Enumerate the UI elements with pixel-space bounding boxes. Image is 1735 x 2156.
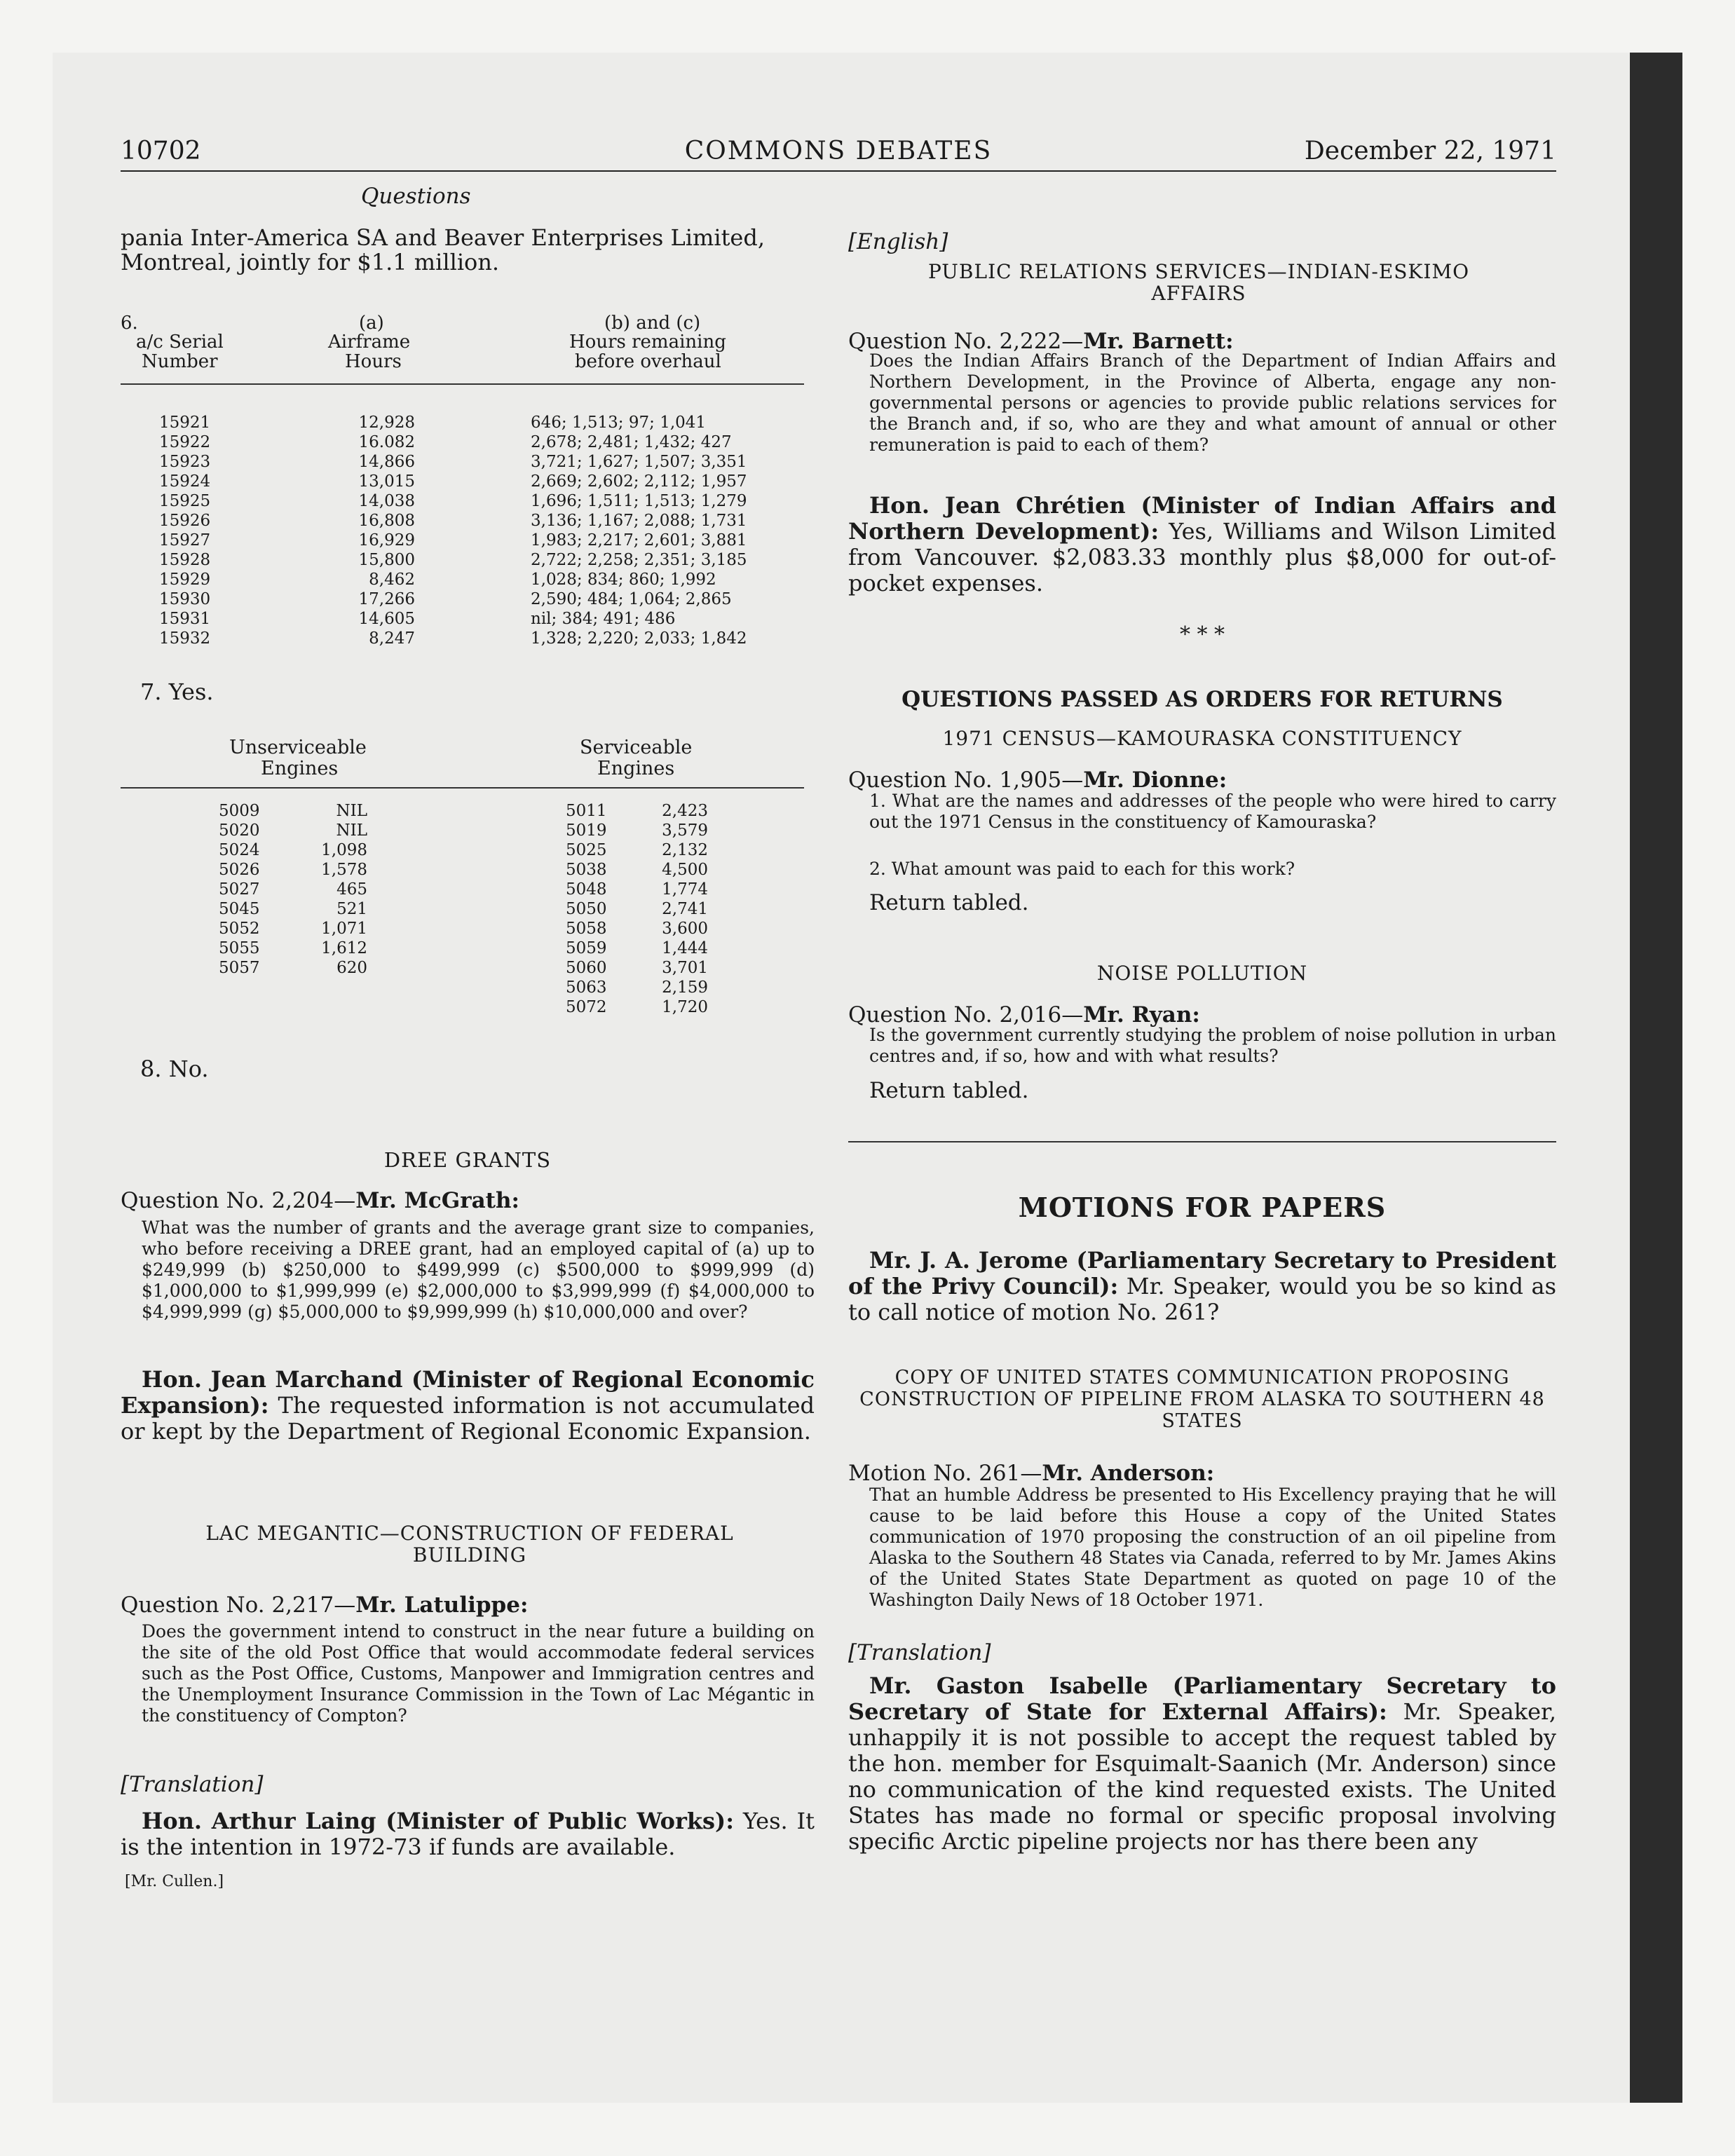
serv-value-cell: 2,159 bbox=[662, 978, 708, 997]
q6-airframe-cell: 16,929 bbox=[358, 531, 415, 550]
motion-translation-note: [Translation] bbox=[848, 1640, 991, 1665]
footer-note: [Mr. Cullen.] bbox=[125, 1873, 224, 1890]
isabelle-speaker: Mr. Gaston Isabelle (Parliamentary Secretary to Secretary of State for External Affairs): bbox=[848, 1672, 1556, 1725]
q6-remaining-cell: 2,669; 2,602; 2,112; 1,957 bbox=[531, 472, 747, 491]
q6-remaining-cell: 2,590; 484; 1,064; 2,865 bbox=[531, 590, 732, 608]
unserv-number-cell: 5026 bbox=[219, 861, 260, 879]
unserv-h1: Unserviceable bbox=[229, 737, 367, 758]
dree-answer-text: The requested information is not accumulated or kept by the Department of Regional Economic Expansion. bbox=[121, 1392, 815, 1445]
q6-remaining-cell: 1,328; 2,220; 2,033; 1,842 bbox=[531, 629, 747, 648]
engines-header-rule bbox=[121, 787, 804, 789]
q6-remaining-cell: 2,678; 2,481; 1,432; 427 bbox=[531, 433, 732, 451]
serv-value-cell: 3,701 bbox=[662, 959, 708, 977]
dree-question-member: Mr. McGrath: bbox=[355, 1188, 519, 1213]
q6-airframe-cell: 13,015 bbox=[358, 472, 415, 491]
lac-question-line bbox=[121, 1592, 528, 1618]
census-heading: 1971 CENSUS—KAMOURASKA CONSTITUENCY bbox=[942, 727, 1462, 750]
q6-remaining-column bbox=[531, 413, 747, 648]
noise-question-line bbox=[848, 1002, 1200, 1028]
pr-answer-speaker: Hon. Jean Chrétien (Minister of Indian Affairs and Northern Development): bbox=[848, 492, 1556, 545]
census-question-line bbox=[848, 767, 1227, 793]
q6-airframe-cell: 15,800 bbox=[358, 551, 415, 569]
running-head: Questions bbox=[361, 184, 471, 209]
census-question-member: Mr. Dionne: bbox=[1083, 767, 1227, 793]
noise-question-prefix: Question No. 2,016— bbox=[848, 1002, 1084, 1028]
motion-line bbox=[848, 1461, 1214, 1486]
q6-airframe-cell: 14,605 bbox=[358, 610, 415, 628]
lac-heading: LAC MEGANTIC—CONSTRUCTION OF FEDERAL BUILDING bbox=[205, 1522, 734, 1567]
q6-serial-cell: 15926 bbox=[159, 512, 211, 530]
q6-remaining-cell: 1,696; 1,511; 1,513; 1,279 bbox=[531, 492, 747, 510]
q6-serial-cell: 15924 bbox=[159, 472, 211, 491]
q6-airframe-cell: 14,866 bbox=[358, 453, 415, 471]
q7-answer: 7. Yes. bbox=[140, 678, 214, 705]
q6-airframe-cell: 8,462 bbox=[369, 571, 415, 589]
serv-number-column bbox=[566, 801, 607, 1017]
unserv-number-cell: 5009 bbox=[219, 802, 260, 820]
isabelle-statement bbox=[848, 1673, 1556, 1855]
q6-h2: Airframe bbox=[328, 332, 411, 353]
q6-serial-cell: 15931 bbox=[159, 610, 211, 628]
unserv-number-cell: 5024 bbox=[219, 841, 260, 859]
dree-question-text: What was the number of grants and the average grant size to companies, who before receiving a DREE grant, had an employed capital of (a) up to $249,999 (b) $250,000 to $499,999 (c) $500,000 to $999,999 (d) $1,000,000 to $1,999,999 (e) $2,000,000 to $3,999,999 (f) $4,000,000 to $4,999,999 (g) $5,000,000 to $9,999,999 (h) $10,000,000 and over? bbox=[142, 1217, 815, 1322]
lac-answer-text: Yes. It is the intention in 1972-73 if funds are available. bbox=[121, 1808, 815, 1860]
pr-question-member: Mr. Barnett: bbox=[1083, 329, 1234, 354]
q6-serial-cell: 15921 bbox=[159, 414, 211, 432]
q6-h1: a/c Serial bbox=[136, 332, 224, 353]
serv-value-cell: 3,600 bbox=[662, 920, 708, 938]
serv-value-cell: 3,579 bbox=[662, 821, 708, 840]
section-divider bbox=[848, 1141, 1556, 1142]
serv-value-cell: 2,741 bbox=[662, 900, 708, 918]
serv-value-cell: 2,423 bbox=[662, 802, 708, 820]
q6-remaining-cell: nil; 384; 491; 486 bbox=[531, 610, 676, 628]
dree-answer bbox=[121, 1367, 815, 1445]
q6-header-rule bbox=[121, 383, 804, 385]
scan-edge-bar bbox=[1630, 53, 1682, 2103]
q6-airframe-cell: 14,038 bbox=[358, 492, 415, 510]
serv-h1: Serviceable bbox=[580, 737, 693, 758]
q6-serial-cell: 15925 bbox=[159, 492, 211, 510]
pr-answer bbox=[848, 493, 1556, 596]
dree-heading: DREE GRANTS bbox=[383, 1148, 552, 1172]
unserv-number-cell: 5020 bbox=[219, 821, 260, 840]
lac-question-text: Does the government intend to construct in the near future a building on the site of the old Post Office that would accommodate federal services such as the Post Office, Customs, Manpower and Immigration centres and the Unemployment Insurance Commission in the Town of Lac Mégantic in the constituency of Compton? bbox=[142, 1621, 815, 1726]
lac-translation-note: [Translation] bbox=[121, 1772, 264, 1797]
q6-col-a-letter: (a) bbox=[359, 313, 384, 334]
lac-answer-speaker: Hon. Arthur Laing (Minister of Public Works): bbox=[142, 1808, 734, 1834]
english-note: [English] bbox=[848, 229, 948, 254]
serv-value-column bbox=[653, 801, 708, 1017]
returns-heading: QUESTIONS PASSED AS ORDERS FOR RETURNS bbox=[901, 687, 1503, 712]
q6-airframe-cell: 17,266 bbox=[358, 590, 415, 608]
q6-serial-cell: 15929 bbox=[159, 571, 211, 589]
q6-serial-cell: 15927 bbox=[159, 531, 211, 550]
serv-number-cell: 5063 bbox=[566, 978, 607, 997]
serv-number-cell: 5059 bbox=[566, 939, 607, 957]
q8-answer: 8. No. bbox=[140, 1056, 209, 1082]
pr-question-text: Does the Indian Affairs Branch of the Department of Indian Affairs and Northern Development, in the Province of Alberta, engage any non-governmental persons or agencies to provide public relations services for the Branch and, if so, who are they and what amount of annual or other remuneration is paid to each of them? bbox=[869, 350, 1556, 455]
unserv-value-cell: 521 bbox=[336, 900, 367, 918]
q6-table bbox=[121, 313, 815, 664]
serv-number-cell: 5050 bbox=[566, 900, 607, 918]
engines-table bbox=[121, 738, 815, 1074]
unserv-number-cell: 5057 bbox=[219, 959, 260, 977]
pr-heading: PUBLIC RELATIONS SERVICES—INDIAN-ESKIMO AFFAIRS bbox=[927, 260, 1470, 305]
serv-value-cell: 1,774 bbox=[662, 880, 708, 899]
q6-airframe-cell: 12,928 bbox=[358, 414, 415, 432]
q6-remaining-cell: 646; 1,513; 97; 1,041 bbox=[531, 414, 707, 432]
q6-h3: Hours remaining bbox=[569, 332, 726, 353]
q6-h1b: Number bbox=[142, 351, 218, 372]
q6-serial-cell: 15932 bbox=[159, 629, 211, 648]
jerome-statement bbox=[848, 1248, 1556, 1325]
q6-serial-cell: 15928 bbox=[159, 551, 211, 569]
lac-answer bbox=[121, 1808, 815, 1860]
serv-number-cell: 5038 bbox=[566, 861, 607, 879]
q6-remaining-cell: 1,028; 834; 860; 1,992 bbox=[531, 571, 716, 589]
unserv-value-column bbox=[317, 801, 367, 978]
q6-serial-cell: 15922 bbox=[159, 433, 211, 451]
q6-airframe-cell: 16.082 bbox=[358, 433, 415, 451]
unserv-h2: Engines bbox=[261, 758, 339, 779]
serv-h2: Engines bbox=[597, 758, 675, 779]
unserv-value-cell: 1,098 bbox=[321, 841, 367, 859]
unserv-number-column bbox=[219, 801, 260, 978]
page-date: December 22, 1971 bbox=[1304, 137, 1556, 165]
serv-value-cell: 1,444 bbox=[662, 939, 708, 957]
serv-number-cell: 5048 bbox=[566, 880, 607, 899]
serv-number-cell: 5019 bbox=[566, 821, 607, 840]
isabelle-text: Mr. Speaker, unhappily it is not possible to accept the request tabled by the hon. member for Esquimalt-Saanich (Mr. Anderson) since no communication of the kind requested exists. The United States has made no formal or specific proposal involving specific Arctic pipeline projects nor has there been any bbox=[848, 1698, 1557, 1855]
lac-question-member: Mr. Latulippe: bbox=[355, 1592, 529, 1618]
jerome-speaker: Mr. J. A. Jerome (Parliamentary Secretary to President of the Privy Council): bbox=[848, 1247, 1556, 1299]
serv-number-cell: 5011 bbox=[566, 802, 607, 820]
dree-answer-speaker: Hon. Jean Marchand (Minister of Regional Economic Expansion): bbox=[121, 1366, 815, 1419]
q6-airframe-cell: 8,247 bbox=[369, 629, 415, 648]
unserv-value-cell: 465 bbox=[336, 880, 367, 899]
unserv-number-cell: 5045 bbox=[219, 900, 260, 918]
noise-question-text: Is the government currently studying the problem of noise pollution in urban centres and, if so, how and with what results? bbox=[869, 1025, 1556, 1066]
serv-number-cell: 5058 bbox=[566, 920, 607, 938]
q6-h3b: before overhaul bbox=[575, 351, 721, 372]
census-item-2: 2. What amount was paid to each for this work? bbox=[869, 859, 1295, 879]
unserv-value-cell: 1,578 bbox=[321, 861, 367, 879]
q6-remaining-cell: 1,983; 2,217; 2,601; 3,881 bbox=[531, 531, 747, 550]
serv-number-cell: 5072 bbox=[566, 998, 607, 1016]
q6-col-bc-letter: (b) and (c) bbox=[604, 313, 701, 334]
section-stars: * * * bbox=[1179, 622, 1225, 647]
motions-heading: MOTIONS FOR PAPERS bbox=[1018, 1192, 1387, 1223]
q6-serial-cell: 15923 bbox=[159, 453, 211, 471]
publication-title: COMMONS DEBATES bbox=[684, 137, 993, 165]
q6-remaining-cell: 2,722; 2,258; 2,351; 3,185 bbox=[531, 551, 747, 569]
motion-prefix: Motion No. 261— bbox=[848, 1461, 1042, 1486]
unserv-number-cell: 5055 bbox=[219, 939, 260, 957]
page-number: 10702 bbox=[121, 137, 201, 165]
serv-value-cell: 2,132 bbox=[662, 841, 708, 859]
serv-number-cell: 5025 bbox=[566, 841, 607, 859]
unserv-number-cell: 5052 bbox=[219, 920, 260, 938]
intro-paragraph: pania Inter-America SA and Beaver Enterprises Limited, Montreal, jointly for $1.1 million. bbox=[121, 224, 766, 275]
q6-serial-cell: 15930 bbox=[159, 590, 211, 608]
pr-question-prefix: Question No. 2,222— bbox=[848, 329, 1084, 354]
census-return: Return tabled. bbox=[869, 890, 1029, 915]
noise-return: Return tabled. bbox=[869, 1078, 1029, 1103]
q6-airframe-column bbox=[338, 413, 415, 648]
noise-heading: NOISE POLLUTION bbox=[1096, 962, 1308, 985]
noise-question-member: Mr. Ryan: bbox=[1083, 1002, 1200, 1028]
q6-serial-column bbox=[159, 413, 210, 648]
unserv-value-cell: 1,612 bbox=[321, 939, 367, 957]
page-header bbox=[121, 137, 1556, 172]
q6-remaining-cell: 3,721; 1,627; 1,507; 3,351 bbox=[531, 453, 747, 471]
census-item-1: 1. What are the names and addresses of the people who were hired to carry out the 1971 Census in the constituency of Kamouraska? bbox=[869, 791, 1556, 832]
motion-member: Mr. Anderson: bbox=[1042, 1461, 1215, 1486]
unserv-value-cell: NIL bbox=[336, 821, 367, 840]
unserv-value-cell: 620 bbox=[336, 959, 367, 977]
q6-remaining-cell: 3,136; 1,167; 2,088; 1,731 bbox=[531, 512, 747, 530]
census-question-prefix: Question No. 1,905— bbox=[848, 767, 1084, 793]
dree-question-prefix: Question No. 2,204— bbox=[121, 1188, 356, 1213]
motion-text: That an humble Address be presented to His Excellency praying that he will cause to be laid before this House a copy of the United States communication of 1970 proposing the construction of an oil pipeline from Alaska to the Southern 48 States via Canada, referred to by Mr. James Akins of the United States State Department as quoted on page 10 of the Washington Daily News of 18 October 1971. bbox=[869, 1485, 1556, 1610]
unserv-value-cell: 1,071 bbox=[321, 920, 367, 938]
pipeline-heading: COPY OF UNITED STATES COMMUNICATION PROPOSING CONSTRUCTION OF PIPELINE FROM ALASKA TO SOUTHERN 48 STATES bbox=[859, 1367, 1545, 1432]
dree-question-line bbox=[121, 1188, 519, 1213]
q6-airframe-cell: 16,808 bbox=[358, 512, 415, 530]
unserv-value-cell: NIL bbox=[336, 802, 367, 820]
serv-value-cell: 4,500 bbox=[662, 861, 708, 879]
serv-number-cell: 5060 bbox=[566, 959, 607, 977]
q6-number: 6. bbox=[121, 313, 138, 334]
serv-value-cell: 1,720 bbox=[662, 998, 708, 1016]
q6-h2b: Hours bbox=[345, 351, 402, 372]
unserv-number-cell: 5027 bbox=[219, 880, 260, 899]
lac-question-prefix: Question No. 2,217— bbox=[121, 1592, 356, 1618]
jerome-text: Mr. Speaker, would you be so kind as to call notice of motion No. 261? bbox=[848, 1273, 1557, 1325]
pr-answer-text: Yes, Williams and Wilson Limited from Vancouver. $2,083.33 monthly plus $8,000 for out-of-pocket expenses. bbox=[848, 518, 1557, 596]
